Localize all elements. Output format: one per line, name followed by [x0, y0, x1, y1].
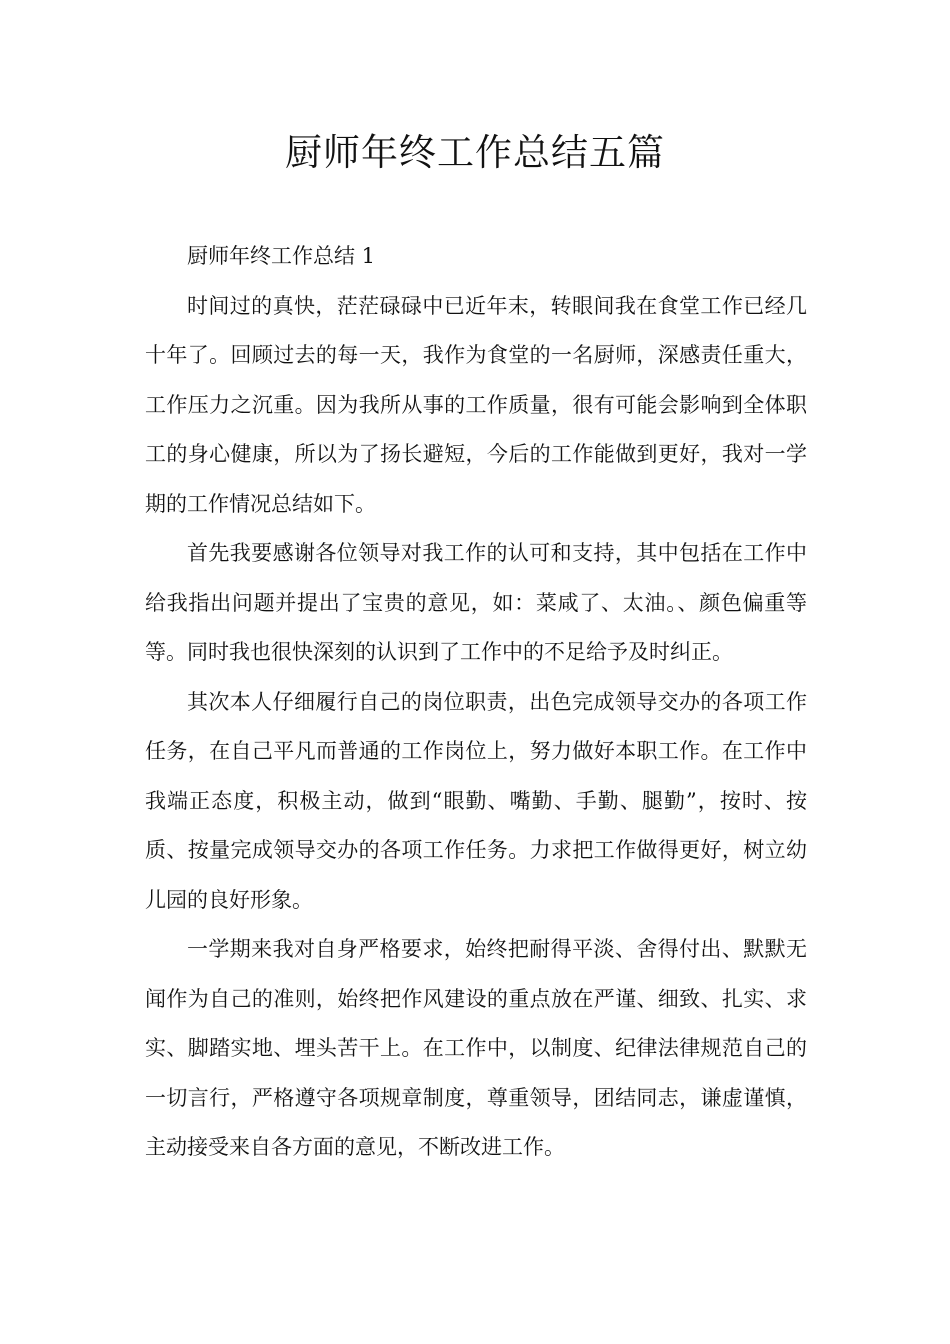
- document-title: 厨师年终工作总结五篇: [285, 131, 665, 174]
- section-heading: 厨师年终工作总结 1: [187, 244, 376, 268]
- paragraph-4: 一学期来我对自身严格要求，始终把耐得平淡、舍得付出、默默无闻作为自己的准则，始终把作风建设的重点放在严谨、细致、扎实、求实、脚踏实地、埋头苦干上。在工作中，以制度、纪律法律规范自己的一切言行，严格遵守各项规章制度，尊重领导，团结同志，谦虚谨慎，主动接受来自各方面的意见，不断改进工作。: [145, 937, 807, 1159]
- paragraph-2: 首先我要感谢各位领导对我工作的认可和支持，其中包括在工作中给我指出问题并提出了宝贵的意见，如：菜咸了、太油。、颜色偏重等等。同时我也很快深刻的认识到了工作中的不足给予及时纠正。: [145, 541, 807, 664]
- paragraph-3: 其次本人仔细履行自己的岗位职责，出色完成领导交办的各项工作任务，在自己平凡而普通的工作岗位上，努力做好本职工作。在工作中我端正态度，积极主动，做到“眼勤、嘴勤、手勤、腿勤”，按时、按质、按量完成领导交办的各项工作任务。力求把工作做得更好，树立幼儿园的良好形象。: [145, 689, 807, 912]
- paragraph-1: 时间过的真快，茫茫碌碌中已近年末，转眼间我在食堂工作已经几十年了。回顾过去的每一天，我作为食堂的一名厨师，深感责任重大，工作压力之沉重。因为我所从事的工作质量，很有可能会影响到全体职工的身心健康，所以为了扬长避短，今后的工作能做到更好，我对一学期的工作情况总结如下。: [145, 293, 807, 516]
- document-body: [145, 232, 807, 1173]
